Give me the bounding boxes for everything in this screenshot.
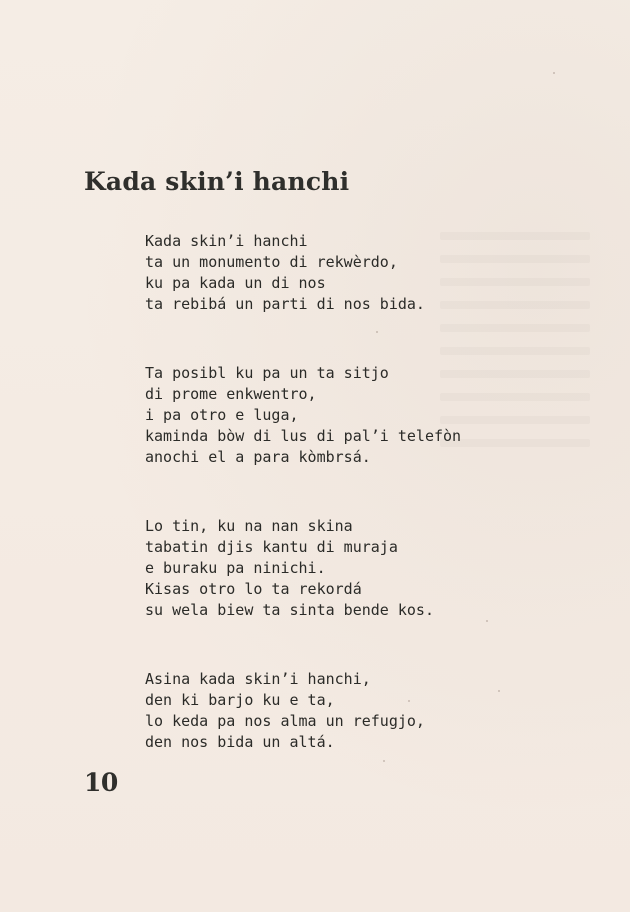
stanza-1 [145,231,565,315]
paper-speck [408,700,410,702]
paper-speck [498,690,500,692]
poem-line: den ki barjo ku e ta, [145,691,335,709]
poem-line: e buraku pa ninichi. [145,559,326,577]
paper-speck [553,72,555,74]
poem-line: anochi el a para kòmbrsá. [145,448,371,466]
poem-line: Ta posibl ku pa un ta sitjo [145,364,389,382]
paper-speck [383,760,385,762]
poem-line: i pa otro e luga, [145,406,299,424]
poem-line: ta un monumento di rekwèrdo, [145,253,398,271]
poem-line: Kada skin’i hanchi [145,232,308,250]
page-number: 10 [84,768,118,797]
poem-line: ta rebibá un parti di nos bida. [145,295,425,313]
paper-speck [486,620,488,622]
poem-body [145,231,565,801]
paper-speck [376,331,378,333]
poem-line: ku pa kada un di nos [145,274,326,292]
poem-line: Lo tin, ku na nan skina [145,517,353,535]
stanza-2 [145,363,565,468]
poem-line: den nos bida un altá. [145,733,335,751]
poem-line: su wela biew ta sinta bende kos. [145,601,434,619]
poem-line: Kisas otro lo ta rekordá [145,580,362,598]
poem-title: Kada skin’i hanchi [84,167,350,196]
poem-line: di prome enkwentro, [145,385,317,403]
poem-line: Asina kada skin’i hanchi, [145,670,371,688]
stanza-3 [145,516,565,621]
poem-line: tabatin djis kantu di muraja [145,538,398,556]
stanza-4 [145,669,565,753]
poem-line: kaminda bòw di lus di pal’i telefòn [145,427,462,445]
poem-line: lo keda pa nos alma un refugjo, [145,712,425,730]
